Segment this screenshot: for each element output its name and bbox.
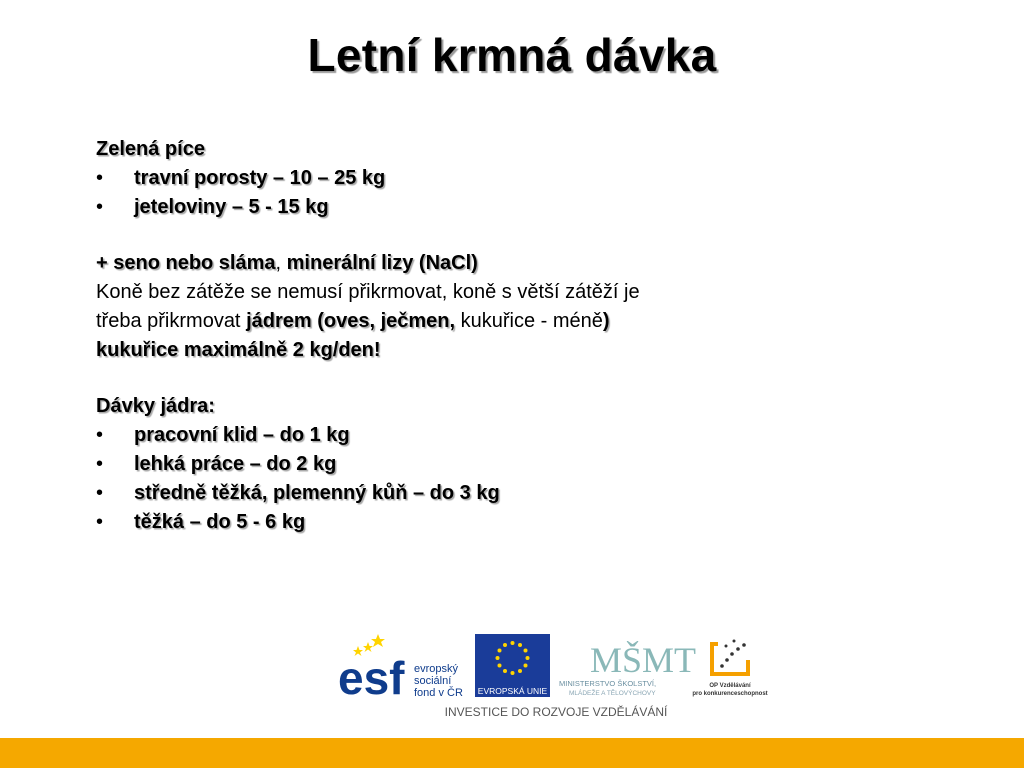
op-dots-icon: [720, 640, 746, 668]
bullet-item: [96, 450, 856, 479]
slide-title: Letní krmná dávka: [307, 29, 717, 81]
supplement-line-3-a: třeba přikrmovat: [96, 310, 247, 332]
bullet-dot: •: [96, 424, 104, 446]
msmt-text-1: MINISTERSTVO ŠKOLSTVÍ,: [559, 679, 657, 688]
bullet-item: [96, 193, 856, 222]
esf-text-1: evropský: [414, 663, 459, 675]
bullet-dot: •: [96, 511, 104, 533]
corn-less-text: kukuřice - méně: [455, 310, 603, 332]
op-text-2: pro konkurenceschopnost: [692, 691, 768, 697]
bullet-text: pracovní klid – do 1 kg: [134, 424, 350, 446]
slide-body: [96, 135, 856, 537]
eu-logo: [475, 634, 550, 697]
bullet-item: [96, 479, 856, 508]
op-frame-icon: [712, 644, 748, 674]
bullet-text: jeteloviny – 5 - 15 kg: [134, 196, 329, 218]
bullet-text: středně těžká, plemenný kůň – do 3 kg: [134, 482, 500, 504]
msmt-logo: [559, 640, 696, 697]
footer-logos: [338, 632, 778, 722]
bullet-item: [96, 508, 856, 537]
supplement-line-1: [96, 249, 856, 278]
footer-bar: [0, 738, 1024, 768]
eu-label: EVROPSKÁ UNIE: [477, 686, 548, 696]
concentrate-text: jádrem (oves, ječmen,: [246, 310, 456, 332]
msmt-letters: MŠMT: [590, 640, 697, 680]
bullet-dot: •: [96, 482, 104, 504]
bullet-text: travní porosty – 10 – 25 kg: [134, 167, 386, 189]
closing-paren: ): [602, 310, 610, 332]
footer-tagline: INVESTICE DO ROZVOJE VZDĚLÁVÁNÍ: [444, 705, 668, 719]
supplement-line-2: Koně bez zátěže se nemusí přikrmovat, koně s větší zátěží je: [96, 281, 640, 303]
bullet-dot: •: [96, 196, 104, 218]
section-heading-green-forage: Zelená píce: [96, 138, 205, 160]
op-text-1: OP Vzdělávání: [709, 683, 751, 689]
bullet-text: těžká – do 5 - 6 kg: [134, 511, 306, 533]
op-logo: [692, 640, 767, 698]
esf-letters: esf: [338, 652, 405, 704]
bullet-dot: •: [96, 453, 104, 475]
section-heading-concentrate: Dávky jádra:: [96, 395, 215, 417]
hay-straw-text: + seno nebo sláma: [96, 252, 276, 274]
comma-text: ,: [275, 252, 287, 274]
esf-text-3: fond v ČR: [414, 687, 463, 699]
mineral-licks-text: minerální lizy (NaCl): [286, 252, 478, 274]
supplement-line-3: [96, 307, 856, 336]
bullet-item: [96, 164, 856, 193]
bullet-dot: •: [96, 167, 104, 189]
msmt-text-2: MLÁDEŽE A TĚLOVÝCHOVY: [569, 690, 656, 697]
esf-text-2: sociální: [414, 675, 452, 687]
bullet-item: [96, 421, 856, 450]
supplement-line-4: kukuřice maximálně 2 kg/den!: [96, 339, 381, 361]
bullet-text: lehká práce – do 2 kg: [134, 453, 337, 475]
esf-logo: [338, 634, 470, 704]
